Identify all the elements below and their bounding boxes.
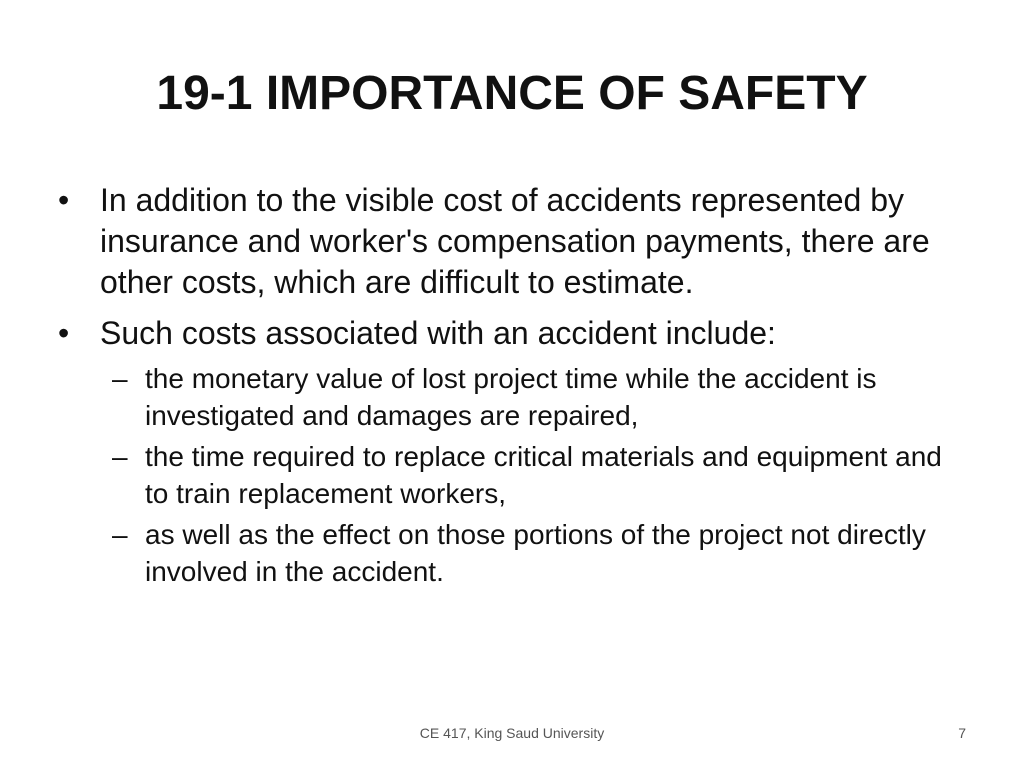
bullet-item <box>58 313 958 590</box>
dash-marker: – <box>112 441 128 472</box>
slide-title: 19-1 IMPORTANCE OF SAFETY <box>156 67 868 120</box>
sub-bullet-item <box>100 438 958 512</box>
sub-bullet-item <box>100 360 958 434</box>
sub-bullet-item <box>100 516 958 590</box>
dash-marker: – <box>112 363 128 394</box>
bullet-item <box>58 180 958 303</box>
bullet-text: Such costs associated with an accident include: <box>100 315 776 351</box>
sub-bullet-text: as well as the effect on those portions of the project not directly involved in the accident. <box>145 519 926 587</box>
dash-marker: – <box>112 519 128 550</box>
bullet-marker: • <box>58 315 70 351</box>
bullet-marker: • <box>58 182 70 218</box>
bullet-list <box>58 180 958 600</box>
sub-bullet-list <box>100 360 958 590</box>
sub-bullet-text: the time required to replace critical materials and equipment and to train replacement workers, <box>145 441 942 509</box>
sub-bullet-text: the monetary value of lost project time while the accident is investigated and damages are repaired, <box>145 363 877 431</box>
page-number: 7 <box>958 725 966 741</box>
footer-text: CE 417, King Saud University <box>419 725 605 741</box>
bullet-text: In addition to the visible cost of accidents represented by insurance and worker's compensation payments, there are other costs, which are difficult to estimate. <box>100 182 930 300</box>
